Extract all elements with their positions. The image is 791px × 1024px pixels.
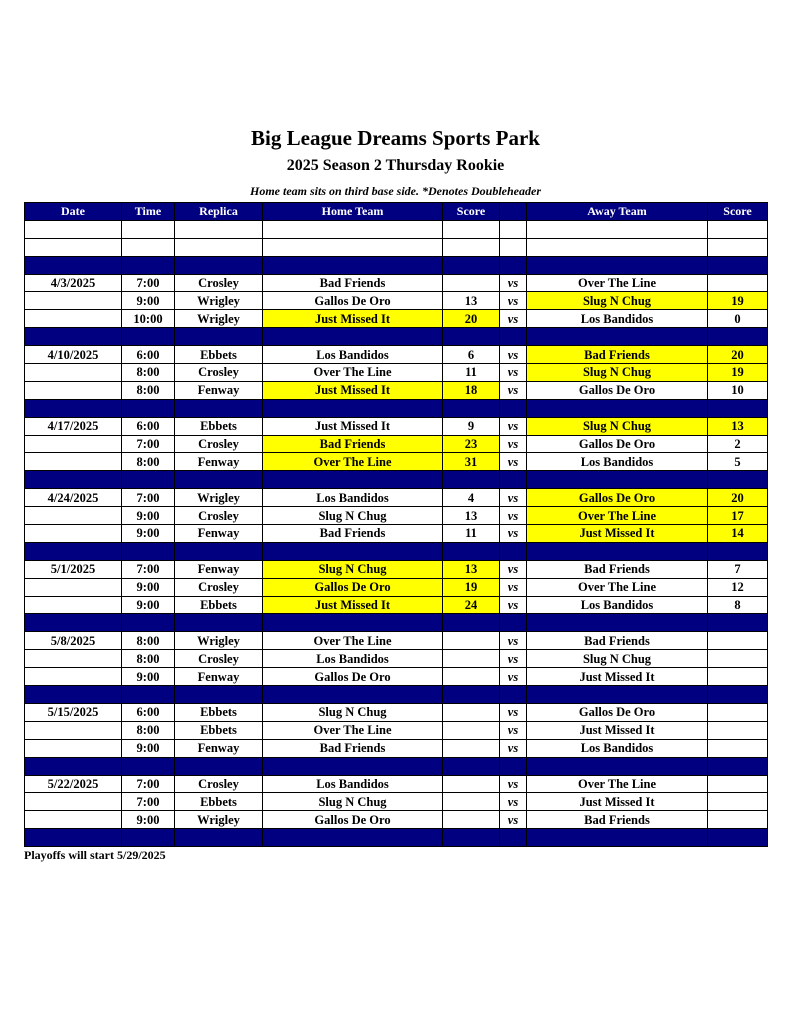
game-date xyxy=(25,435,122,453)
home-team: Los Bandidos xyxy=(263,775,443,793)
away-score xyxy=(708,668,768,686)
game-time: 8:00 xyxy=(122,632,175,650)
game-row xyxy=(25,381,768,399)
game-row xyxy=(25,417,768,435)
vs-label: vs xyxy=(500,793,527,811)
game-time: 9:00 xyxy=(122,507,175,525)
vs-label: vs xyxy=(500,739,527,757)
away-team: Bad Friends xyxy=(527,346,708,364)
column-header-home-score: Score xyxy=(443,203,500,221)
away-score: 19 xyxy=(708,364,768,382)
away-team: Gallos De Oro xyxy=(527,381,708,399)
game-replica: Wrigley xyxy=(175,489,263,507)
vs-label: vs xyxy=(500,364,527,382)
game-time: 9:00 xyxy=(122,739,175,757)
game-time: 9:00 xyxy=(122,811,175,829)
game-time: 7:00 xyxy=(122,793,175,811)
home-score: 13 xyxy=(443,507,500,525)
game-replica: Wrigley xyxy=(175,292,263,310)
away-team: Just Missed It xyxy=(527,668,708,686)
game-date: 5/1/2025 xyxy=(25,560,122,578)
away-team: Bad Friends xyxy=(527,632,708,650)
playoffs-note: Playoffs will start 5/29/2025 xyxy=(24,848,166,862)
away-score: 14 xyxy=(708,525,768,543)
game-replica: Wrigley xyxy=(175,632,263,650)
vs-label: vs xyxy=(500,811,527,829)
away-score: 20 xyxy=(708,346,768,364)
game-date: 4/24/2025 xyxy=(25,489,122,507)
home-score xyxy=(443,668,500,686)
column-header-home-team: Home Team xyxy=(263,203,443,221)
away-score: 8 xyxy=(708,596,768,614)
week-separator-row xyxy=(25,686,768,704)
game-row xyxy=(25,560,768,578)
home-score: 4 xyxy=(443,489,500,507)
game-row xyxy=(25,721,768,739)
away-score: 20 xyxy=(708,489,768,507)
home-score: 23 xyxy=(443,435,500,453)
game-time: 9:00 xyxy=(122,292,175,310)
home-team: Bad Friends xyxy=(263,274,443,292)
week-separator-row xyxy=(25,328,768,346)
away-score xyxy=(708,274,768,292)
home-team: Bad Friends xyxy=(263,525,443,543)
game-row xyxy=(25,525,768,543)
game-date: 5/22/2025 xyxy=(25,775,122,793)
vs-label: vs xyxy=(500,668,527,686)
game-replica: Crosley xyxy=(175,775,263,793)
vs-label: vs xyxy=(500,310,527,328)
game-time: 7:00 xyxy=(122,435,175,453)
away-team: Los Bandidos xyxy=(527,310,708,328)
game-date: 5/15/2025 xyxy=(25,703,122,721)
column-header-vs xyxy=(500,203,527,221)
game-row xyxy=(25,274,768,292)
game-date: 5/8/2025 xyxy=(25,632,122,650)
page-title: Big League Dreams Sports Park xyxy=(251,126,540,150)
column-header-away-team: Away Team xyxy=(527,203,708,221)
page-note: Home team sits on third base side. *Denotes Doubleheader xyxy=(250,184,541,198)
vs-label: vs xyxy=(500,703,527,721)
home-team: Los Bandidos xyxy=(263,489,443,507)
game-date xyxy=(25,292,122,310)
away-team: Slug N Chug xyxy=(527,364,708,382)
home-team: Just Missed It xyxy=(263,381,443,399)
home-score: 11 xyxy=(443,364,500,382)
home-team: Los Bandidos xyxy=(263,650,443,668)
game-replica: Crosley xyxy=(175,364,263,382)
game-date xyxy=(25,578,122,596)
home-team: Slug N Chug xyxy=(263,703,443,721)
away-score: 19 xyxy=(708,292,768,310)
blank-row xyxy=(25,238,768,256)
game-row xyxy=(25,578,768,596)
column-header-away-score: Score xyxy=(708,203,768,221)
game-row xyxy=(25,793,768,811)
game-row xyxy=(25,703,768,721)
vs-label: vs xyxy=(500,632,527,650)
home-team: Gallos De Oro xyxy=(263,811,443,829)
home-score: 19 xyxy=(443,578,500,596)
game-date xyxy=(25,525,122,543)
game-date xyxy=(25,811,122,829)
away-score xyxy=(708,739,768,757)
vs-label: vs xyxy=(500,346,527,364)
away-score xyxy=(708,721,768,739)
game-replica: Crosley xyxy=(175,435,263,453)
home-team: Bad Friends xyxy=(263,739,443,757)
vs-label: vs xyxy=(500,435,527,453)
game-row xyxy=(25,775,768,793)
home-team: Slug N Chug xyxy=(263,793,443,811)
home-score xyxy=(443,793,500,811)
week-separator-row xyxy=(25,757,768,775)
game-time: 6:00 xyxy=(122,346,175,364)
home-score: 11 xyxy=(443,525,500,543)
game-replica: Crosley xyxy=(175,578,263,596)
home-team: Just Missed It xyxy=(263,596,443,614)
away-team: Just Missed It xyxy=(527,525,708,543)
away-team: Just Missed It xyxy=(527,721,708,739)
game-date xyxy=(25,381,122,399)
game-time: 9:00 xyxy=(122,596,175,614)
game-time: 7:00 xyxy=(122,489,175,507)
game-row xyxy=(25,507,768,525)
column-header-date: Date xyxy=(25,203,122,221)
game-time: 9:00 xyxy=(122,668,175,686)
away-score xyxy=(708,793,768,811)
home-team: Just Missed It xyxy=(263,310,443,328)
game-replica: Fenway xyxy=(175,453,263,471)
game-date xyxy=(25,507,122,525)
game-row xyxy=(25,453,768,471)
away-score xyxy=(708,811,768,829)
away-team: Gallos De Oro xyxy=(527,489,708,507)
column-header-time: Time xyxy=(122,203,175,221)
home-team: Los Bandidos xyxy=(263,346,443,364)
game-replica: Ebbets xyxy=(175,596,263,614)
away-score: 13 xyxy=(708,417,768,435)
game-replica: Wrigley xyxy=(175,310,263,328)
home-score xyxy=(443,632,500,650)
game-time: 8:00 xyxy=(122,721,175,739)
home-score xyxy=(443,274,500,292)
game-replica: Fenway xyxy=(175,381,263,399)
vs-label: vs xyxy=(500,596,527,614)
game-time: 6:00 xyxy=(122,417,175,435)
away-team: Bad Friends xyxy=(527,560,708,578)
game-time: 8:00 xyxy=(122,381,175,399)
schedule-body xyxy=(25,220,768,846)
week-separator-row xyxy=(25,256,768,274)
away-score: 17 xyxy=(708,507,768,525)
away-score: 7 xyxy=(708,560,768,578)
vs-label: vs xyxy=(500,274,527,292)
game-time: 9:00 xyxy=(122,578,175,596)
vs-label: vs xyxy=(500,381,527,399)
game-date xyxy=(25,310,122,328)
game-time: 8:00 xyxy=(122,650,175,668)
away-team: Over The Line xyxy=(527,274,708,292)
week-separator-row xyxy=(25,471,768,489)
vs-label: vs xyxy=(500,489,527,507)
away-team: Just Missed It xyxy=(527,793,708,811)
game-date xyxy=(25,596,122,614)
game-replica: Ebbets xyxy=(175,703,263,721)
away-team: Slug N Chug xyxy=(527,417,708,435)
game-time: 8:00 xyxy=(122,364,175,382)
away-team: Slug N Chug xyxy=(527,650,708,668)
game-row xyxy=(25,596,768,614)
game-date: 4/10/2025 xyxy=(25,346,122,364)
game-time: 9:00 xyxy=(122,525,175,543)
game-row xyxy=(25,435,768,453)
vs-label: vs xyxy=(500,578,527,596)
game-row xyxy=(25,668,768,686)
game-replica: Crosley xyxy=(175,507,263,525)
game-time: 7:00 xyxy=(122,274,175,292)
game-row xyxy=(25,310,768,328)
game-replica: Ebbets xyxy=(175,721,263,739)
game-replica: Fenway xyxy=(175,525,263,543)
week-separator-row xyxy=(25,399,768,417)
away-score: 10 xyxy=(708,381,768,399)
away-score xyxy=(708,775,768,793)
game-replica: Fenway xyxy=(175,739,263,757)
game-time: 7:00 xyxy=(122,775,175,793)
vs-label: vs xyxy=(500,525,527,543)
away-team: Over The Line xyxy=(527,775,708,793)
home-team: Gallos De Oro xyxy=(263,668,443,686)
home-score: 31 xyxy=(443,453,500,471)
game-replica: Crosley xyxy=(175,274,263,292)
game-row xyxy=(25,650,768,668)
away-score xyxy=(708,632,768,650)
vs-label: vs xyxy=(500,775,527,793)
home-team: Over The Line xyxy=(263,453,443,471)
home-score: 20 xyxy=(443,310,500,328)
vs-label: vs xyxy=(500,453,527,471)
away-score: 12 xyxy=(708,578,768,596)
away-team: Los Bandidos xyxy=(527,739,708,757)
vs-label: vs xyxy=(500,721,527,739)
home-team: Bad Friends xyxy=(263,435,443,453)
game-row xyxy=(25,292,768,310)
away-team: Over The Line xyxy=(527,578,708,596)
game-time: 10:00 xyxy=(122,310,175,328)
away-score xyxy=(708,703,768,721)
home-score xyxy=(443,739,500,757)
game-row xyxy=(25,346,768,364)
away-score: 5 xyxy=(708,453,768,471)
vs-label: vs xyxy=(500,560,527,578)
away-team: Los Bandidos xyxy=(527,596,708,614)
game-replica: Wrigley xyxy=(175,811,263,829)
vs-label: vs xyxy=(500,650,527,668)
away-score: 0 xyxy=(708,310,768,328)
game-replica: Fenway xyxy=(175,560,263,578)
game-date xyxy=(25,739,122,757)
page-subtitle: 2025 Season 2 Thursday Rookie xyxy=(286,157,505,174)
game-date xyxy=(25,793,122,811)
game-time: 8:00 xyxy=(122,453,175,471)
game-replica: Ebbets xyxy=(175,346,263,364)
away-team: Slug N Chug xyxy=(527,292,708,310)
away-score xyxy=(708,650,768,668)
vs-label: vs xyxy=(500,292,527,310)
game-row xyxy=(25,364,768,382)
week-separator-row xyxy=(25,829,768,847)
header-row xyxy=(25,203,768,221)
away-team: Gallos De Oro xyxy=(527,435,708,453)
game-row xyxy=(25,489,768,507)
game-row xyxy=(25,811,768,829)
home-score: 13 xyxy=(443,292,500,310)
column-header-replica: Replica xyxy=(175,203,263,221)
game-date xyxy=(25,721,122,739)
game-date xyxy=(25,453,122,471)
away-team: Gallos De Oro xyxy=(527,703,708,721)
game-date xyxy=(25,650,122,668)
game-replica: Fenway xyxy=(175,668,263,686)
home-team: Just Missed It xyxy=(263,417,443,435)
away-team: Los Bandidos xyxy=(527,453,708,471)
away-score: 2 xyxy=(708,435,768,453)
home-team: Gallos De Oro xyxy=(263,578,443,596)
game-row xyxy=(25,739,768,757)
home-score: 13 xyxy=(443,560,500,578)
home-score xyxy=(443,721,500,739)
home-team: Over The Line xyxy=(263,632,443,650)
away-team: Bad Friends xyxy=(527,811,708,829)
home-score xyxy=(443,811,500,829)
away-team: Over The Line xyxy=(527,507,708,525)
week-separator-row xyxy=(25,614,768,632)
blank-row xyxy=(25,220,768,238)
home-score xyxy=(443,775,500,793)
home-score xyxy=(443,650,500,668)
game-time: 7:00 xyxy=(122,560,175,578)
home-score xyxy=(443,703,500,721)
game-replica: Ebbets xyxy=(175,793,263,811)
vs-label: vs xyxy=(500,417,527,435)
vs-label: vs xyxy=(500,507,527,525)
schedule-table xyxy=(24,202,768,847)
game-row xyxy=(25,632,768,650)
game-replica: Crosley xyxy=(175,650,263,668)
home-team: Over The Line xyxy=(263,364,443,382)
game-date xyxy=(25,364,122,382)
home-score: 9 xyxy=(443,417,500,435)
game-replica: Ebbets xyxy=(175,417,263,435)
home-score: 24 xyxy=(443,596,500,614)
week-separator-row xyxy=(25,542,768,560)
game-time: 6:00 xyxy=(122,703,175,721)
game-date: 4/3/2025 xyxy=(25,274,122,292)
home-score: 18 xyxy=(443,381,500,399)
home-team: Slug N Chug xyxy=(263,560,443,578)
game-date: 4/17/2025 xyxy=(25,417,122,435)
home-team: Gallos De Oro xyxy=(263,292,443,310)
game-date xyxy=(25,668,122,686)
home-score: 6 xyxy=(443,346,500,364)
home-team: Slug N Chug xyxy=(263,507,443,525)
home-team: Over The Line xyxy=(263,721,443,739)
